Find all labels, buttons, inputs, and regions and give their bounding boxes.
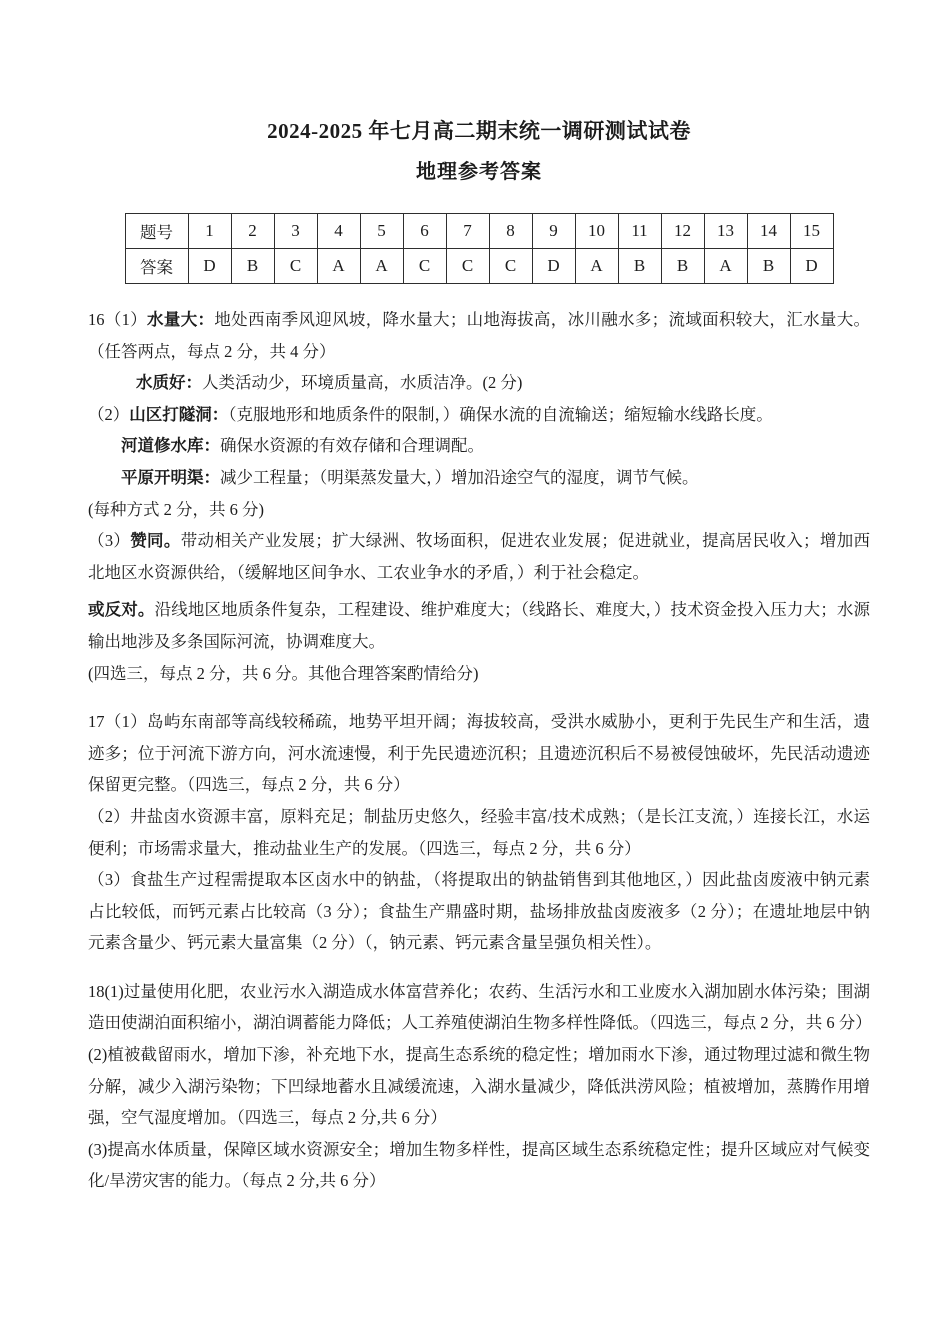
- question-number-cell: 9: [532, 214, 575, 249]
- paragraph-body: 带动相关产业发展；扩大绿洲、牧场面积，促进农业发展；促进就业，提高居民收入；增加西北地区水资源供给，（缓解地区间争水、工农业争水的矛盾，）利于社会稳定。: [88, 531, 871, 582]
- paragraph-body: 人类活动少，环境质量高，水质洁净。(2 分): [202, 373, 523, 393]
- question-number-row: [125, 214, 833, 249]
- answer-16-2-scoring-note: [88, 494, 870, 526]
- answer-cell: B: [231, 249, 274, 284]
- paragraph-body: 地处西南季风迎风坡，降水量大；山地海拔高，冰川融水多；流域面积较大，汇水量大。（任答两点，每点 2 分，共 4 分）: [88, 310, 871, 361]
- paragraph-prefix: （2）: [88, 806, 130, 826]
- paragraph-prefix: (2): [88, 1045, 108, 1065]
- answer-17-3: [88, 864, 870, 959]
- paragraph-prefix: （2）: [88, 404, 130, 424]
- answer-18-3: [88, 1134, 870, 1197]
- question-number-cell: 11: [618, 214, 661, 249]
- answer-cell: C: [446, 249, 489, 284]
- answer-cell: C: [274, 249, 317, 284]
- answer-cell: A: [317, 249, 360, 284]
- question-number-cell: 7: [446, 214, 489, 249]
- paragraph-prefix: （3）: [88, 870, 131, 890]
- question-number-cell: 10: [575, 214, 618, 249]
- paragraph-prefix: 18(1): [88, 981, 124, 1001]
- question-number-cell: 8: [489, 214, 532, 249]
- question-number-cell: 4: [317, 214, 360, 249]
- paragraph-label: 赞同。: [130, 531, 181, 551]
- paragraph-prefix: 17（1）: [88, 712, 148, 732]
- document-title: 2024-2025 年七月高二期末统一调研测试试卷: [267, 119, 691, 143]
- paragraph-label: 水量大：: [147, 310, 215, 329]
- answer-cell: B: [661, 249, 704, 284]
- paragraph-prefix: 16（1）: [88, 310, 148, 329]
- answer-16-2-river-reservoir: [88, 430, 870, 462]
- question-number-cell: 6: [403, 214, 446, 249]
- paragraph-prefix: （3）: [88, 531, 131, 551]
- answer-cell: A: [575, 249, 618, 284]
- answer-row-header: 答案: [125, 249, 188, 284]
- answer-16-3-agree: [88, 525, 870, 588]
- paragraph-body: 沿线地区地质条件复杂，工程建设、维护难度大；（线路长、难度大，）技术资金投入压力大；水源输出地涉及多条国际河流，协调难度大。: [88, 600, 871, 651]
- question-number-cell: 3: [274, 214, 317, 249]
- answer-16-1-water-volume: [88, 304, 870, 367]
- answer-17-2: [88, 801, 870, 864]
- answer-18-1: [88, 976, 870, 1039]
- answer-cell: B: [618, 249, 661, 284]
- paragraph-body: (四选三，每点 2 分，共 6 分。其他合理答案酌情给分): [88, 663, 479, 683]
- paragraph-body: （克服地形和地质条件的限制，）确保水流的自流输送；缩短输水线路长度。: [228, 404, 773, 424]
- paragraph-body: 减少工程量；（明渠蒸发量大，）增加沿途空气的湿度，调节气候。: [220, 467, 699, 487]
- paragraph-label: 平原开明渠：: [121, 467, 220, 487]
- paragraph-body: 提高水体质量，保障区域水资源安全；增加生物多样性，提高区域生态系统稳定性；提升区域应对气候变化/旱涝灾害的能力。（每点 2 分,共 6 分）: [88, 1139, 870, 1191]
- answer-row: [125, 249, 833, 284]
- paragraph-body: 井盐卤水资源丰富，原料充足；制盐历史悠久，经验丰富/技术成熟；（是长江支流，）连接长江，水运便利；市场需求量大，推动盐业生产的发展。（四选三，每点 2 分，共 6 分）: [88, 806, 870, 858]
- question-number-cell: 15: [790, 214, 833, 249]
- answer-16-2-mountain-tunnel: [88, 399, 870, 431]
- answer-18-2: [88, 1039, 870, 1134]
- answer-16-2-plain-open-channel: [88, 462, 870, 494]
- question-number-cell: 12: [661, 214, 704, 249]
- answer-table: [125, 213, 834, 284]
- question-number-cell: 2: [231, 214, 274, 249]
- answer-16-1-water-quality: [88, 367, 870, 399]
- paragraph-body: 过量使用化肥，农业污水入湖造成水体富营养化；农药、生活污水和工业废水入湖加剧水体污染；围湖造田使湖泊面积缩小，湖泊调蓄能力降低；人工养殖使湖泊生物多样性降低。（四选三，每点 2 分，共 6 分）: [88, 981, 872, 1033]
- question-row-header: 题号: [125, 214, 188, 249]
- paragraph-label: 水质好：: [136, 373, 202, 393]
- question-number-cell: 5: [360, 214, 403, 249]
- answer-cell: A: [360, 249, 403, 284]
- answer-17-1: [88, 706, 870, 801]
- answer-cell: D: [188, 249, 231, 284]
- question-number-cell: 14: [747, 214, 790, 249]
- answer-cell: D: [790, 249, 833, 284]
- answer-cell: B: [747, 249, 790, 284]
- paragraph-body: 食盐生产过程需提取本区卤水中的钠盐，（将提取出的钠盐销售到其他地区，）因此盐卤废液中钠元素占比较低，而钙元素占比较高（3 分）；食盐生产鼎盛时期，盐场排放盐卤废液多（2 分）；在遗址地层中钠元素含量少、钙元素大量富集（2 分）（，钠元素、钙元素含量呈强负相关性）。: [88, 870, 871, 953]
- answer-16-3-scoring-note: [88, 658, 870, 690]
- paragraph-body: 植被截留雨水，增加下渗，补充地下水，提高生态系统的稳定性；增加雨水下渗，通过物理过滤和微生物分解，减少入湖污染物；下凹绿地蓄水且减缓流速，入湖水量减少，降低洪涝风险；植被增加，蒸腾作用增强，空气湿度增加。（四选三，每点 2 分,共 6 分）: [88, 1045, 870, 1128]
- paragraph-prefix: (3): [88, 1139, 108, 1159]
- paragraph-label: 或反对。: [88, 600, 155, 620]
- paragraph-label: 河道修水库：: [121, 436, 220, 456]
- answer-cell: A: [704, 249, 747, 284]
- paragraph-label: 山区打隧洞：: [129, 404, 229, 424]
- answer-cell: D: [532, 249, 575, 284]
- paragraph-body: 确保水资源的有效存储和合理调配。: [220, 436, 484, 456]
- question-number-cell: 1: [188, 214, 231, 249]
- answer-cell: C: [489, 249, 532, 284]
- answers-body: [88, 304, 870, 1197]
- question-number-cell: 13: [704, 214, 747, 249]
- paragraph-body: (每种方式 2 分，共 6 分): [88, 499, 264, 519]
- paragraph-body: 岛屿东南部等高线较稀疏，地势平坦开阔；海拔较高，受洪水威胁小，更利于先民生产和生活，遗迹多；位于河流下游方向，河水流速慢，利于先民遗迹沉积；且遗迹沉积后不易被侵蚀破坏，先民活动遗迹保留更完整。（四选三，每点 2 分，共 6 分）: [88, 712, 871, 795]
- answer-16-3-oppose: [88, 594, 870, 657]
- document-subtitle: 地理参考答案: [416, 161, 542, 183]
- answer-cell: C: [403, 249, 446, 284]
